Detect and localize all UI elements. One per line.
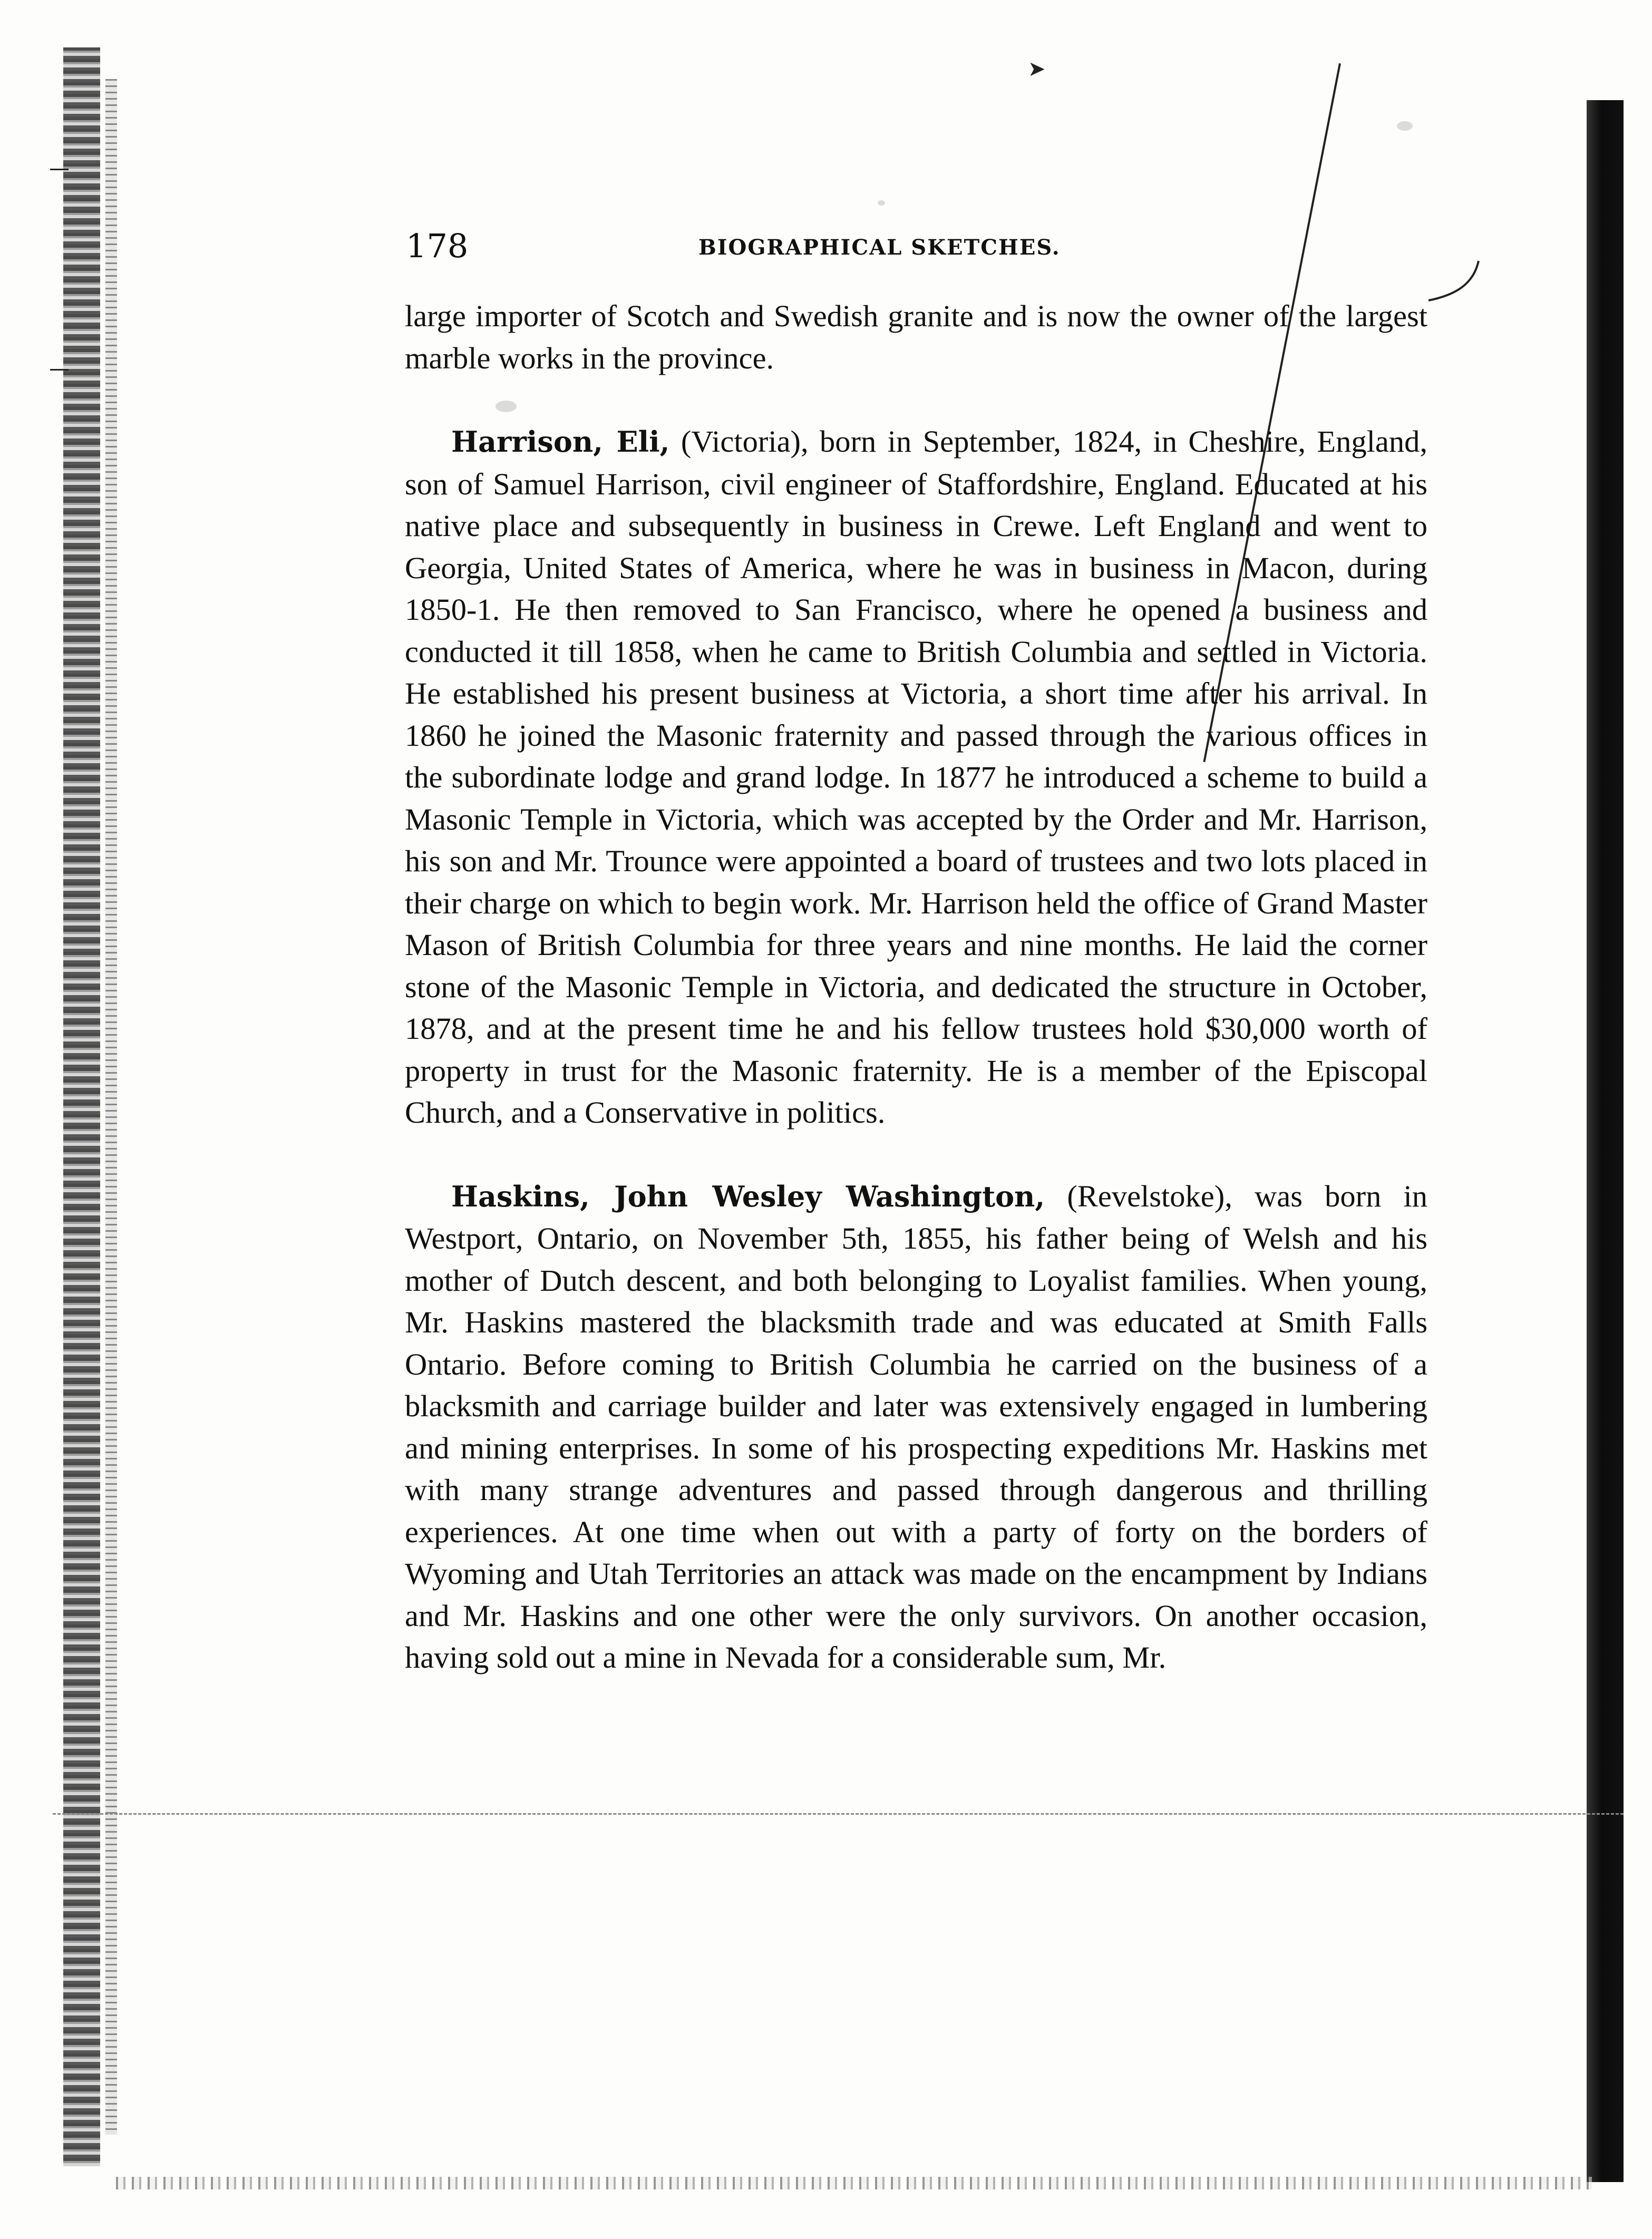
ink-smudge (878, 200, 885, 206)
page-header-title: BIOGRAPHICAL SKETCHES. (698, 235, 1061, 260)
arrow-mark-icon: ➤ (1028, 57, 1046, 81)
entry-name: Haskins, John Wesley Washington, (451, 1179, 1045, 1213)
page-number: 178 (406, 227, 469, 265)
entry-name: Harrison, Eli, (451, 425, 670, 459)
binding-edge (63, 47, 100, 2166)
binding-shadow (105, 79, 117, 2135)
page-edge-shadow (1587, 100, 1624, 2182)
biography-entry (405, 1175, 1427, 1679)
ink-smudge (1397, 121, 1413, 131)
continuation-paragraph: large importer of Scotch and Swedish granite and is now the owner of the largest marble works in the province. (405, 299, 1427, 375)
biography-entry (405, 421, 1427, 1134)
entry-text: (Victoria), born in September, 1824, in Cheshire, England, son of Samuel Harrison, civil engineer of Staffordshire, England. Educated at his native place and subsequently in business in Crewe. Left England and went to Georgia, United States of America, where he was in business in Macon, during 1850-1. He then removed to San Francisco, where he opened a business and conducted it till 1858, when he came to British Columbia and settled in Victoria. He established his present business at Victoria, a short time after his arrival. In 1860 he joined the Masonic fraternity and passed through the various offices in the subordinate lodge and grand lodge. In 1877 he introduced a scheme to build a Masonic Temple in Victoria, which was accepted by the Order and Mr. Harrison, his son and Mr. Trounce were appointed a board of trustees and two lots placed in their charge on which to begin work. Mr. Harrison held the office of Grand Master Mason of British Columbia for three years and nine months. He laid the corner stone of the Masonic Temple in Victoria, and dedicated the structure in October, 1878, and at the present time he and his fellow trustees hold $30,000 worth of property in trust for the Masonic fraternity. He is a member of the Episcopal Church, and a Conservative in politics. (405, 424, 1427, 1130)
article-body (405, 295, 1427, 1679)
margin-mark (50, 169, 69, 170)
margin-mark (50, 369, 69, 371)
fold-line (53, 1813, 1624, 1815)
bottom-edge-noise (116, 2177, 1592, 2189)
entry-text: (Revelstoke), was born in Westport, Ontario, on November 5th, 1855, his father being of Welsh and his mother of Dutch descent, and both belonging to Loyalist families. When young, Mr. Haskins mastered the blacksmith trade and was educated at Smith Falls Ontario. Before coming to British Columbia he carried on the business of a blacksmith and carriage builder and later was extensively engaged in lumbering and mining enterprises. In some of his prospecting expeditions Mr. Haskins met with many strange adventures and passed through dangerous and thrilling experiences. At one time when out with a party of forty on the borders of Wyoming and Utah Territories an attack was made on the encampment by Indians and Mr. Haskins and one other were the only survivors. On another occasion, having sold out a mine in Nevada for a considerable sum, Mr. (405, 1179, 1427, 1675)
running-head (406, 227, 1460, 269)
